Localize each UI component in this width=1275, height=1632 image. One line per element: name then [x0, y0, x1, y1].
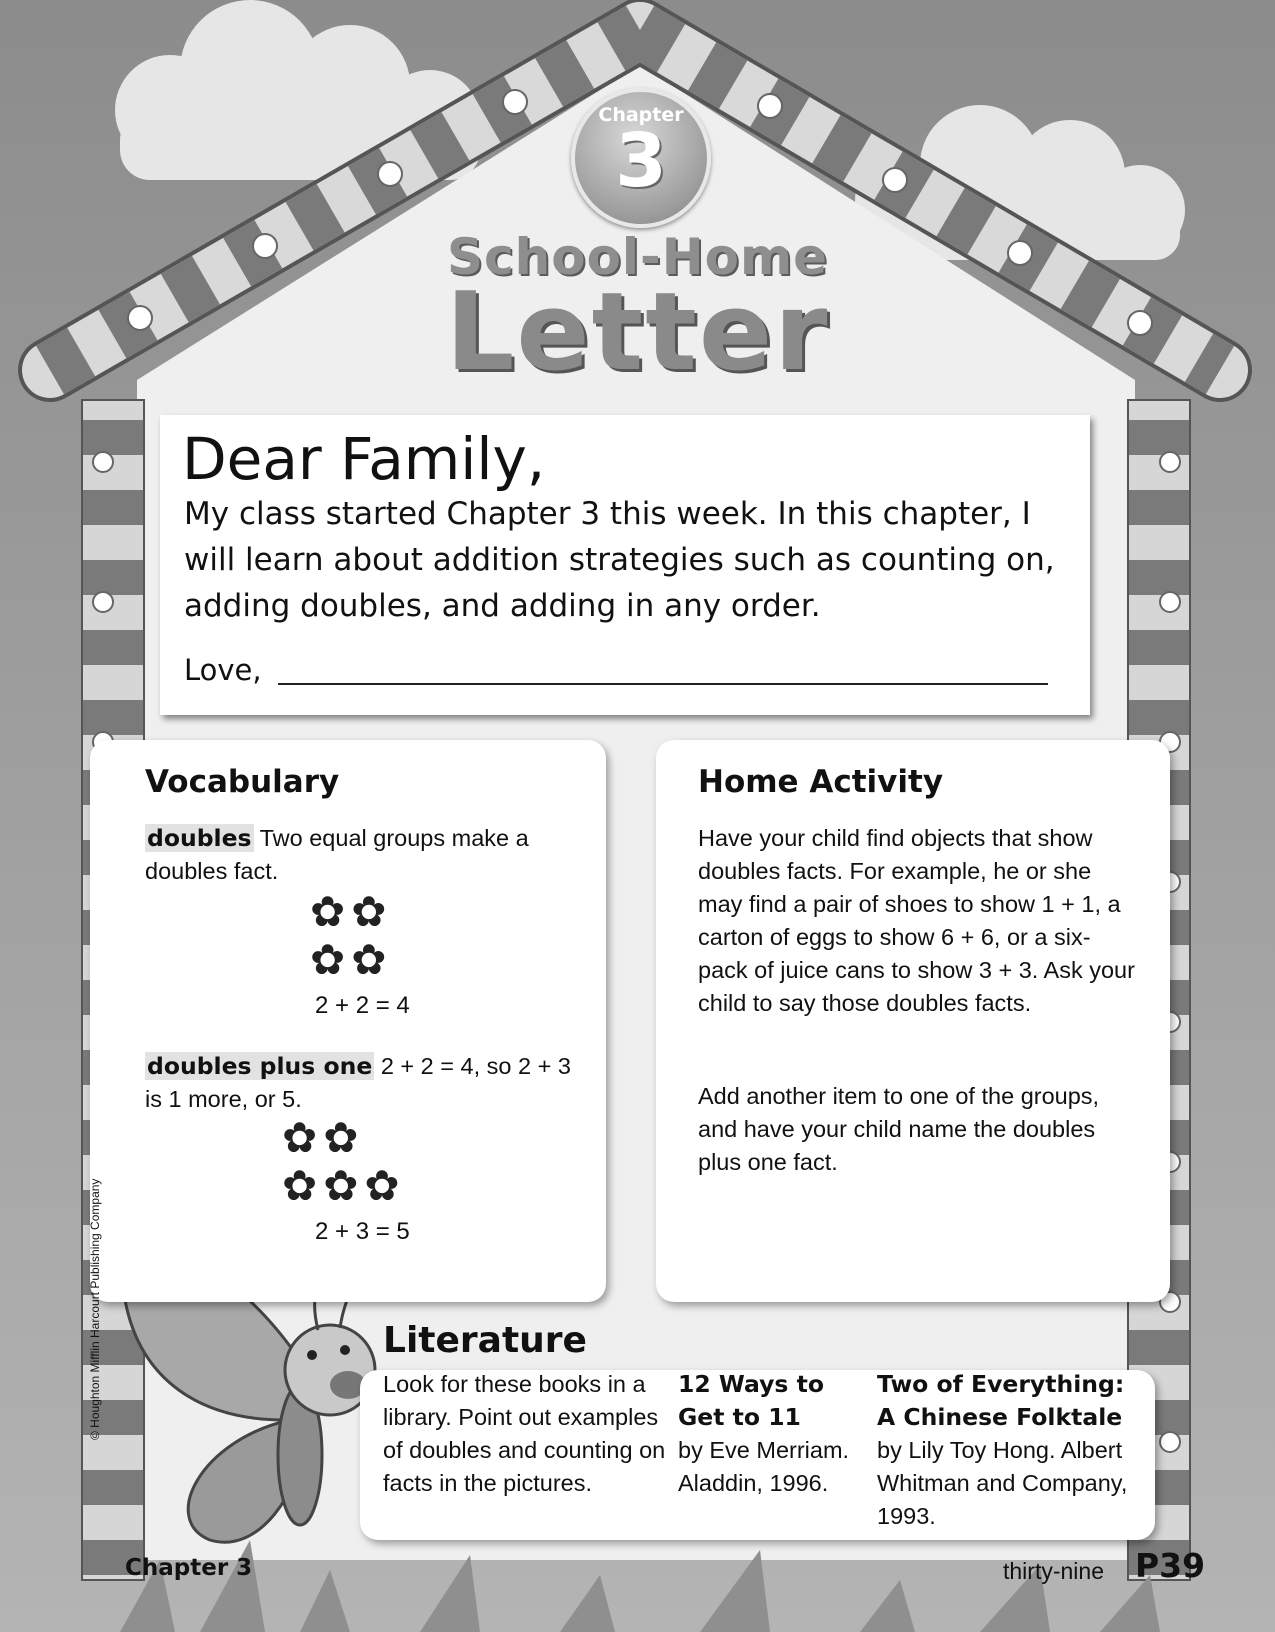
book-1	[678, 1368, 868, 1500]
home-activity-heading: Home Activity	[698, 764, 944, 800]
signature-line[interactable]	[278, 683, 1048, 685]
title-school-home: School-Home	[446, 228, 829, 286]
flower-group: ✿✿	[282, 1113, 365, 1162]
vocab-equation: 2 + 2 = 4	[315, 992, 410, 1019]
footer-page-number: P39	[1135, 1546, 1206, 1585]
literature-intro: Look for these books in a library. Point out examples of doubles and counting on facts in the pictures.	[383, 1371, 666, 1496]
vocab-definition: 2 + 2 = 4, so 2 + 3 is 1 more, or 5.	[145, 1053, 571, 1112]
vocabulary-heading: Vocabulary	[145, 764, 340, 800]
home-activity-card	[656, 740, 1170, 1302]
book-title: 12 Ways to Get to 11	[678, 1370, 824, 1431]
chapter-number: 3	[615, 118, 667, 204]
vocab-item-doubles-plus-one	[145, 1050, 585, 1116]
flower-group: ✿✿	[310, 887, 393, 936]
home-activity-paragraph: Have your child find objects that show doubles facts. For example, he or she may find a pair of shoes to show 1 + 1, a carton of eggs to show 6 + 6, or a six-pack of juice cans to show 3 + 3. Ask your child to say those doubles facts.	[698, 825, 1135, 1016]
flower-group: ✿✿	[310, 935, 393, 984]
vocabulary-card	[90, 740, 606, 1302]
book-title: Two of Everything: A Chinese Folktale	[877, 1370, 1125, 1431]
letter-card	[160, 415, 1090, 715]
title-letter: Letter	[445, 270, 830, 395]
vocab-item-doubles	[145, 822, 585, 888]
home-activity-paragraph: Add another item to one of the groups, and have your child name the doubles plus one fact.	[698, 1083, 1100, 1175]
vocab-definition: Two equal groups make a doubles fact.	[145, 825, 529, 884]
book-credit: by Eve Merriam. Aladdin, 1996.	[678, 1437, 850, 1496]
vocab-term: doubles plus one	[147, 1052, 373, 1080]
vocab-equation: 2 + 3 = 5	[315, 1218, 410, 1245]
flower-group: ✿✿✿	[282, 1161, 406, 1210]
closing: Love,	[184, 653, 262, 687]
greeting: Dear Family,	[182, 425, 546, 493]
copyright-notice: © Houghton Mifflin Harcourt Publishing Company	[88, 1178, 102, 1440]
footer-page-words: thirty-nine	[1003, 1558, 1104, 1584]
letter-body: My class started Chapter 3 this week. In this chapter, I will learn about addition strategies such as counting on, adding doubles, and adding in any order.	[184, 496, 1055, 624]
book-credit: by Lily Toy Hong. Albert Whitman and Company, 1993.	[877, 1437, 1128, 1529]
chapter-label: Chapter	[598, 104, 684, 126]
book-2	[877, 1368, 1147, 1533]
literature-heading: Literature	[383, 1320, 587, 1361]
chapter-badge	[571, 88, 711, 228]
vocab-term: doubles	[147, 824, 252, 852]
footer-chapter: Chapter 3	[125, 1555, 253, 1581]
literature-card	[360, 1370, 1155, 1540]
